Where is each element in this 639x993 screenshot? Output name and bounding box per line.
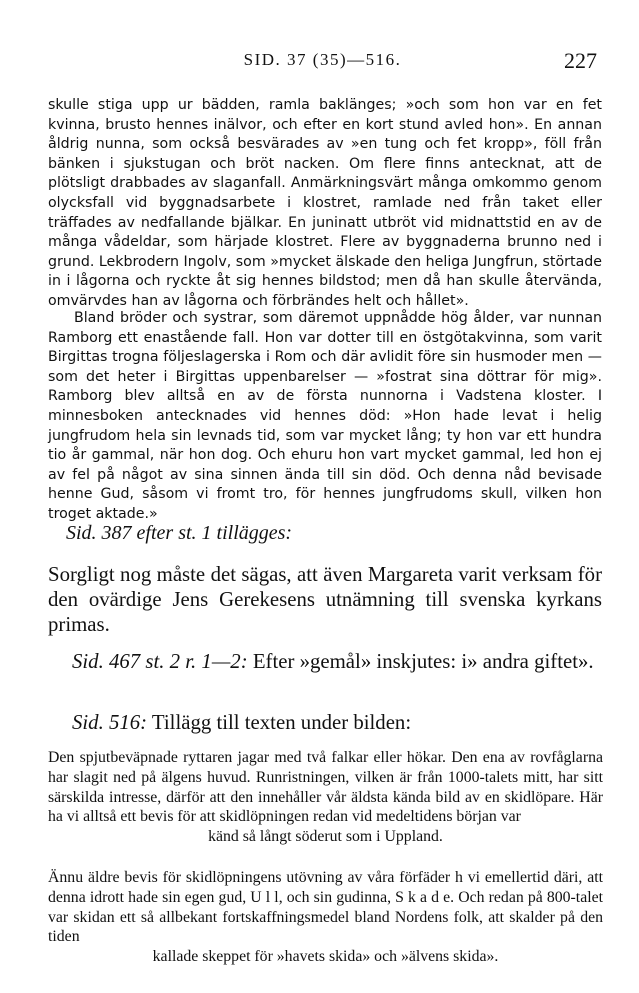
addendum-reference: Sid. 516: bbox=[72, 711, 148, 734]
caption-paragraph-last-line: kallade skeppet för »havets skida» och »älvens skida». bbox=[152, 948, 499, 966]
running-head: SID. 37 (35)—516. bbox=[243, 50, 402, 69]
caption-paragraph-last-line: känd så långt söderut som i Uppland. bbox=[208, 828, 443, 846]
addendum-image-caption-heading bbox=[72, 710, 602, 735]
addendum-reference: Sid. 467 st. 2 r. 1—2: bbox=[72, 650, 248, 673]
body-paragraph-ramborg: Bland bröder och systrar, som däremot uppnådde hög ålder, var nunnan Ramborg ett enastående fall. Hon var dotter till en östgötakvinna, som varit Birgittas trogna följeslagerska i Rom och där avlidit före sin husmoder men — som det heter i Birgittas uppenbarelser — »fostrat sina döttrar för mig». Ramborg blev alltså en av de första nunnorna i Vadstena kloster. I minnesboken antecknades vid hennes död: »Hon hade levat i helig jungfrudom hela sin levnads tid, som var mycket lång; ty hon var ett hundra tio år gammal, när hon dog. Och ehuru hon vart mycket gammal, led hon ej av fel på något av sina sinnen ända till sin död. Och denna nåd bevisade henne Gud, såsom vi fromt tro, för hennes jungfrudoms skull, vilken hon troget aktade.» bbox=[48, 310, 602, 522]
page-header bbox=[48, 50, 597, 76]
addendum-text-margareta: Sorgligt nog måste det sägas, att även Margareta varit verksam för den ovärdige Jens Gerekesens utnämning till svenska kyrkans primas. bbox=[48, 563, 602, 636]
caption-paragraph-rider bbox=[48, 748, 603, 847]
caption-paragraph-text: Ännu äldre bevis för skidlöpningens utövning av våra förfäder h vi emellertid däri, att denna idrott hade sin egen gud, U l l, och sin gudinna, S k a d e. Och redan på 800-talet var skidan ett så allbekant fortskaffningsmedel bland Nordens folk, att skalder på den tiden bbox=[48, 869, 603, 946]
addendum-caption-intro: Tillägg till texten under bilden: bbox=[147, 711, 412, 734]
caption-paragraph-ull bbox=[48, 868, 603, 967]
addendum-gemal-text: Efter »gemål» inskjutes: i» andra giftet». bbox=[247, 650, 594, 673]
caption-paragraph-text: Den spjutbeväpnade ryttaren jagar med två falkar eller hökar. Den ena av rovfåglarna har slagit ned på älgens huvud. Runristningen, vilken är från 1000-talets mitt, har sitt särskilda intresse, därför att den innehåller vår äldsta kända bild av en skidlöpare. Här ha vi alltså ett bevis för att skidlöpningen redan vid medeltidens början var bbox=[48, 749, 603, 826]
body-paragraph-fire: skulle stiga upp ur bädden, ramla baklänges; »och som hon var en fet kvinna, brusto hennes inälvor, och efter en kort stund avled hon». En annan åldrig nunna, som också besvärades av »en tung och fet kropp», föll från bänken i sjukstugan och bröt nacken. Om flere finns antecknat, att de plötsligt drabbades av slaganfall. Anmärkningsvärt många omkommo genom olycksfall vid byggnadsarbete i klostret, ramlade ned från taket eller träffades av nedfallande bjälkar. En juninatt utbröt vid midnattstid en av de många vådeldar, som härjade klostret. Flere av byggnaderna brunno ned i grund. Lekbrodern Ingolv, som »mycket älskade den heliga Jungfrun, störtade in i lågorna och ryckte åt sig hennes bildstod; men då han skulle återvända, omvärvdes han av lågorna och förbrändes helt och hållet». bbox=[48, 97, 602, 309]
page-number: 227 bbox=[564, 48, 597, 73]
addendum-heading: Sid. 387 efter st. 1 tillägges: bbox=[66, 522, 293, 544]
addendum-gemal bbox=[48, 649, 602, 674]
